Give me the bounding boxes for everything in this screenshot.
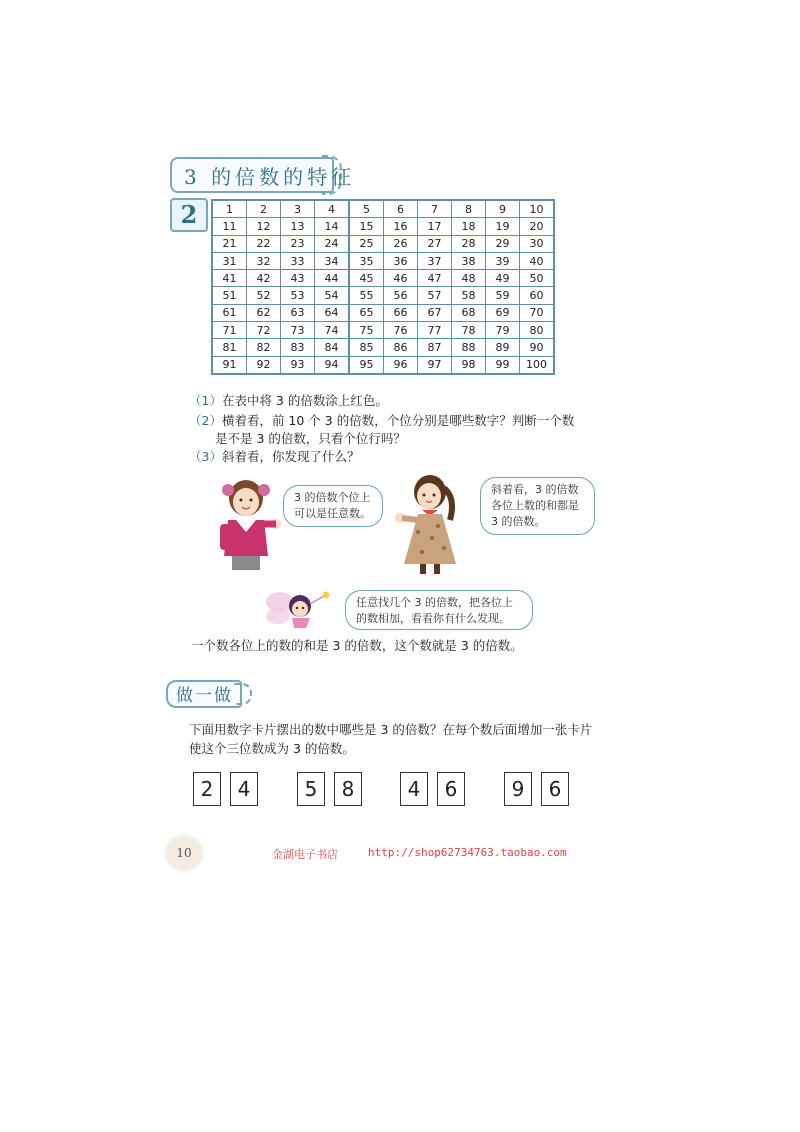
question-2-text-line2: 是不是 3 的倍数，只看个位行吗？ <box>215 431 406 446</box>
number-card: 6 <box>437 772 465 806</box>
table-cell: 61 <box>212 304 247 321</box>
table-cell: 91 <box>212 356 247 374</box>
table-cell: 28 <box>452 235 486 252</box>
table-cell: 5 <box>349 200 384 218</box>
practice-title: 做一做 <box>176 686 233 706</box>
table-cell: 79 <box>486 322 520 339</box>
table-cell: 9 <box>486 200 520 218</box>
table-cell: 94 <box>315 356 350 374</box>
hundreds-table-body <box>212 200 554 374</box>
table-cell: 57 <box>418 287 452 304</box>
store-name-watermark: 金湖电子书店 <box>272 848 338 861</box>
number-card: 2 <box>193 772 221 806</box>
table-cell: 46 <box>384 270 418 287</box>
table-cell: 78 <box>452 322 486 339</box>
table-cell: 2 <box>247 200 281 218</box>
fairy-illustration <box>262 586 334 630</box>
table-cell: 25 <box>349 235 384 252</box>
table-cell: 81 <box>212 339 247 356</box>
practice-instruction-line1: 下面用数字卡片摆出的数中哪些是 3 的倍数？在每个数后面增加一张卡片 <box>189 722 593 737</box>
table-cell: 58 <box>452 287 486 304</box>
section-title: 3 的倍数的特征 <box>184 165 356 189</box>
speech-right-line3: 3 的倍数。 <box>491 515 546 528</box>
table-cell: 44 <box>315 270 350 287</box>
question-2 <box>189 412 574 429</box>
question-1-text: 在表中将 3 的倍数涂上红色。 <box>221 393 388 408</box>
table-row <box>212 200 554 218</box>
table-cell: 76 <box>384 322 418 339</box>
number-card: 6 <box>541 772 569 806</box>
page-number: 10 <box>167 837 201 869</box>
table-row <box>212 218 554 235</box>
table-cell: 3 <box>281 200 315 218</box>
question-1-number: （1） <box>189 393 222 408</box>
table-cell: 37 <box>418 252 452 269</box>
table-cell: 99 <box>486 356 520 374</box>
number-card: 8 <box>334 772 362 806</box>
table-cell: 80 <box>520 322 555 339</box>
question-2-continued <box>215 430 406 447</box>
table-cell: 42 <box>247 270 281 287</box>
table-cell: 24 <box>315 235 350 252</box>
table-cell: 30 <box>520 235 555 252</box>
table-cell: 64 <box>315 304 350 321</box>
table-cell: 43 <box>281 270 315 287</box>
table-cell: 48 <box>452 270 486 287</box>
table-cell: 77 <box>418 322 452 339</box>
hundreds-table <box>211 199 555 375</box>
table-cell: 23 <box>281 235 315 252</box>
number-card: 4 <box>230 772 258 806</box>
table-cell: 73 <box>281 322 315 339</box>
table-cell: 47 <box>418 270 452 287</box>
table-cell: 95 <box>349 356 384 374</box>
table-cell: 67 <box>418 304 452 321</box>
table-cell: 22 <box>247 235 281 252</box>
table-cell: 21 <box>212 235 247 252</box>
speech-bottom-line2: 的数相加，看看你有什么发现。 <box>356 612 510 625</box>
table-cell: 92 <box>247 356 281 374</box>
number-card: 5 <box>297 772 325 806</box>
table-cell: 33 <box>281 252 315 269</box>
table-cell: 89 <box>486 339 520 356</box>
question-1 <box>189 392 388 409</box>
table-cell: 71 <box>212 322 247 339</box>
question-3-number: （3） <box>189 449 222 464</box>
table-cell: 72 <box>247 322 281 339</box>
table-cell: 17 <box>418 218 452 235</box>
table-cell: 34 <box>315 252 350 269</box>
table-cell: 68 <box>452 304 486 321</box>
table-cell: 83 <box>281 339 315 356</box>
table-cell: 59 <box>486 287 520 304</box>
table-cell: 88 <box>452 339 486 356</box>
table-cell: 27 <box>418 235 452 252</box>
speech-bubble-right <box>480 477 595 535</box>
table-row <box>212 339 554 356</box>
table-cell: 97 <box>418 356 452 374</box>
table-cell: 35 <box>349 252 384 269</box>
table-cell: 69 <box>486 304 520 321</box>
number-card: 4 <box>400 772 428 806</box>
table-cell: 7 <box>418 200 452 218</box>
conclusion-statement: 一个数各位上的数的和是 3 的倍数，这个数就是 3 的倍数。 <box>191 638 523 653</box>
table-cell: 63 <box>281 304 315 321</box>
table-row <box>212 287 554 304</box>
table-cell: 39 <box>486 252 520 269</box>
problem-number-badge: 2 <box>170 198 208 232</box>
table-cell: 15 <box>349 218 384 235</box>
table-row <box>212 252 554 269</box>
table-cell: 100 <box>520 356 555 374</box>
table-cell: 31 <box>212 252 247 269</box>
table-cell: 19 <box>486 218 520 235</box>
table-cell: 74 <box>315 322 350 339</box>
table-cell: 8 <box>452 200 486 218</box>
table-cell: 55 <box>349 287 384 304</box>
practice-banner <box>166 680 256 708</box>
speech-right-line2: 各位上数的和都是 <box>491 499 579 512</box>
table-cell: 14 <box>315 218 350 235</box>
number-card: 9 <box>504 772 532 806</box>
table-cell: 52 <box>247 287 281 304</box>
table-cell: 98 <box>452 356 486 374</box>
table-cell: 60 <box>520 287 555 304</box>
table-cell: 53 <box>281 287 315 304</box>
table-cell: 36 <box>384 252 418 269</box>
table-cell: 1 <box>212 200 247 218</box>
table-cell: 45 <box>349 270 384 287</box>
speech-left-line1: 3 的倍数个位上 <box>294 491 371 504</box>
table-cell: 40 <box>520 252 555 269</box>
table-row <box>212 304 554 321</box>
table-cell: 66 <box>384 304 418 321</box>
table-row <box>212 322 554 339</box>
section-title-banner <box>170 157 356 191</box>
table-cell: 29 <box>486 235 520 252</box>
store-url-watermark: http://shop62734763.taobao.com <box>368 846 567 859</box>
speech-left-line2: 可以是任意数。 <box>294 507 371 520</box>
speech-bubble-left <box>283 485 383 527</box>
practice-instruction-line2: 使这个三位数成为 3 的倍数。 <box>189 741 355 756</box>
table-cell: 26 <box>384 235 418 252</box>
speech-right-line1: 斜着看，3 的倍数 <box>491 483 579 496</box>
girl-with-pigtails-illustration <box>206 472 286 572</box>
table-cell: 51 <box>212 287 247 304</box>
table-cell: 75 <box>349 322 384 339</box>
table-row <box>212 270 554 287</box>
table-cell: 20 <box>520 218 555 235</box>
table-row <box>212 356 554 374</box>
table-cell: 32 <box>247 252 281 269</box>
table-cell: 70 <box>520 304 555 321</box>
table-cell: 96 <box>384 356 418 374</box>
question-3 <box>189 448 359 465</box>
table-cell: 10 <box>520 200 555 218</box>
table-cell: 85 <box>349 339 384 356</box>
table-cell: 16 <box>384 218 418 235</box>
table-cell: 4 <box>315 200 350 218</box>
question-3-text: 斜着看，你发现了什么？ <box>221 449 360 464</box>
table-cell: 86 <box>384 339 418 356</box>
girl-in-dress-illustration <box>392 468 468 576</box>
table-cell: 87 <box>418 339 452 356</box>
question-2-number: （2） <box>189 413 222 428</box>
table-cell: 54 <box>315 287 350 304</box>
table-cell: 38 <box>452 252 486 269</box>
table-cell: 11 <box>212 218 247 235</box>
table-cell: 56 <box>384 287 418 304</box>
table-cell: 12 <box>247 218 281 235</box>
table-cell: 62 <box>247 304 281 321</box>
speech-bottom-line1: 任意找几个 3 的倍数，把各位上 <box>356 596 513 609</box>
table-cell: 93 <box>281 356 315 374</box>
table-cell: 90 <box>520 339 555 356</box>
table-cell: 84 <box>315 339 350 356</box>
table-cell: 41 <box>212 270 247 287</box>
table-cell: 18 <box>452 218 486 235</box>
table-row <box>212 235 554 252</box>
table-cell: 65 <box>349 304 384 321</box>
question-2-text-line1: 横着看，前 10 个 3 的倍数，个位分别是哪些数字？判断一个数 <box>221 413 575 428</box>
table-cell: 13 <box>281 218 315 235</box>
speech-bubble-bottom <box>345 590 533 630</box>
table-cell: 6 <box>384 200 418 218</box>
table-cell: 50 <box>520 270 555 287</box>
cloud-tail-icon <box>234 683 252 705</box>
table-cell: 49 <box>486 270 520 287</box>
table-cell: 82 <box>247 339 281 356</box>
